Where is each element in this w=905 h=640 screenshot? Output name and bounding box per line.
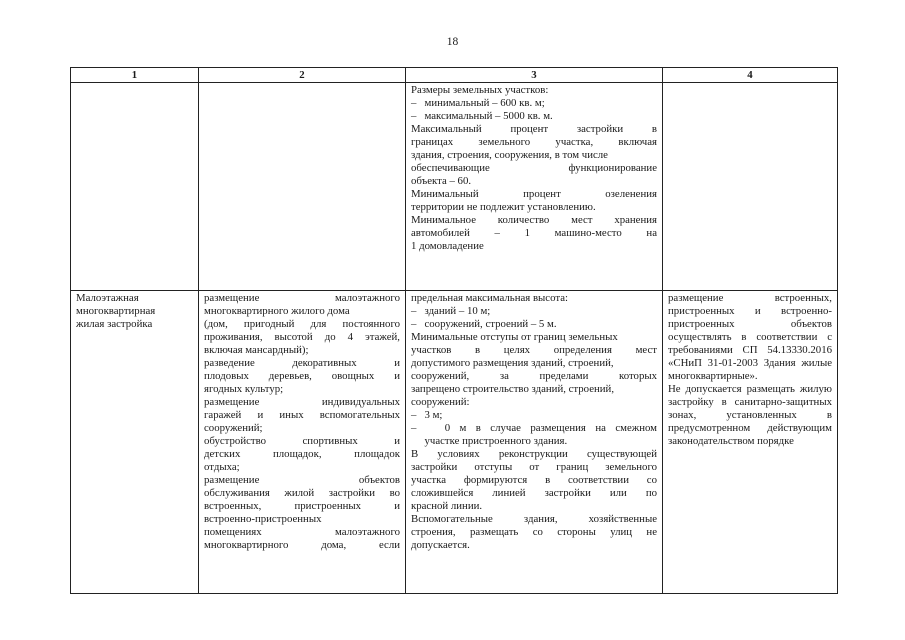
- cell-text-line: сооружений, за пределами которых: [411, 370, 657, 382]
- cell-text-line: сооружений:: [411, 396, 470, 408]
- cell-text-line: Минимальные отступы от границ земельных: [411, 331, 618, 343]
- cell-text-line: детских площадок, площадок: [204, 448, 400, 460]
- cell-text-line: – сооружений, строений – 5 м.: [411, 318, 557, 330]
- cell-text-line: – 3 м;: [411, 409, 443, 421]
- cell-text-line: пристроенных объектов: [668, 318, 832, 330]
- cell-text-line: участка формируются в соответствии со: [411, 474, 657, 486]
- cell-text-line: гаражей и иных вспомогательных: [204, 409, 400, 421]
- page-number: 18: [446, 36, 459, 48]
- cell-text-line: разведение декоративных и: [204, 357, 400, 369]
- cell-text-line: Малоэтажная: [76, 292, 139, 304]
- cell-text-line: пристроенных и встроенно-: [668, 305, 832, 317]
- column-header: 2: [199, 68, 406, 83]
- cell-text-line: допускается.: [411, 539, 470, 551]
- cell-text-line: размещение индивидуальных: [204, 396, 400, 408]
- cell-text-line: жилая застройка: [76, 318, 153, 330]
- cell-text-line: Вспомогательные здания, хозяйственные: [411, 513, 657, 525]
- cell-text-line: ягодных культур;: [204, 383, 284, 395]
- cell-text-line: плодовых деревьев, овощных и: [204, 370, 400, 382]
- cell-text-line: «СНиП 31-01-2003 Здания жилые: [668, 357, 832, 369]
- cell-text-line: – максимальный – 5000 кв. м.: [411, 110, 553, 122]
- cell-text-line: Минимальный процент озеленения: [411, 188, 657, 200]
- cell-text-line: помещениях малоэтажного: [204, 526, 400, 538]
- regulations-table: [70, 67, 838, 594]
- table-cell: [406, 291, 663, 594]
- cell-text-line: участке пристроенного здания.: [411, 435, 568, 447]
- table-cell: [199, 83, 406, 291]
- cell-text-line: 1 домовладение: [411, 240, 484, 252]
- cell-text-line: объекта – 60.: [411, 175, 472, 187]
- table-cell: [663, 291, 838, 594]
- cell-text-line: здания, строения, сооружения, в том числе: [411, 149, 608, 161]
- cell-text-line: многоквартирного дома, если: [204, 539, 400, 551]
- cell-text-line: автомобилей – 1 машино-место на: [411, 227, 657, 239]
- cell-text-line: требованиями СП 54.13330.2016: [668, 344, 832, 356]
- cell-text-line: размещение малоэтажного: [204, 292, 400, 304]
- cell-text-line: – минимальный – 600 кв. м;: [411, 97, 545, 109]
- cell-text-line: многоквартирная: [76, 305, 156, 317]
- cell-text-line: зонах, установленных в: [668, 409, 832, 421]
- cell-text-line: красной линии.: [411, 500, 483, 512]
- column-header: 1: [71, 68, 199, 83]
- table-cell: [663, 83, 838, 291]
- cell-text-line: – зданий – 10 м;: [411, 305, 491, 317]
- column-header: 3: [406, 68, 663, 83]
- cell-text-line: обеспечивающие функционирование: [411, 162, 657, 174]
- cell-text-line: застройки отступы от границ земельного: [411, 461, 657, 473]
- cell-text-line: проживания, высотой до 4 этажей,: [204, 331, 400, 343]
- cell-text-line: участков в целях определения мест: [411, 344, 657, 356]
- table-cell: [71, 291, 199, 594]
- cell-text-line: обслуживания жилой застройки во: [204, 487, 400, 499]
- cell-text-line: отдыха;: [204, 461, 240, 473]
- cell-text-line: (дом, пригодный для постоянного: [204, 318, 400, 330]
- cell-text-line: осуществлять в соответствии с: [668, 331, 832, 343]
- cell-text-line: территории не подлежит установлению.: [411, 201, 596, 213]
- cell-text-line: размещение объектов: [204, 474, 400, 486]
- cell-text-line: предельная максимальная высота:: [411, 292, 568, 304]
- table-row: [71, 83, 838, 291]
- cell-text-line: многоквартирные».: [668, 370, 758, 382]
- cell-text-line: включая мансардный);: [204, 344, 309, 356]
- cell-text-line: В условиях реконструкции существующей: [411, 448, 657, 460]
- table-cell: [406, 83, 663, 291]
- cell-text-line: Минимальное количество мест хранения: [411, 214, 657, 226]
- cell-text-line: границах земельного участка, включая: [411, 136, 657, 148]
- cell-text-line: Не допускается размещать жилую: [668, 383, 832, 395]
- cell-text-line: застройку в санитарно-защитных: [668, 396, 832, 408]
- column-header: 4: [663, 68, 838, 83]
- cell-text-line: обустройство спортивных и: [204, 435, 400, 447]
- table-cell: [199, 291, 406, 594]
- table-header-row: [71, 68, 838, 83]
- cell-text-line: – 0 м в случае размещения на смежном: [411, 422, 657, 434]
- cell-text-line: строения, размещать со стороны улиц не: [411, 526, 657, 538]
- cell-text-line: сложившейся линией застройки или по: [411, 487, 657, 499]
- cell-text-line: сооружений;: [204, 422, 263, 434]
- table-cell: [71, 83, 199, 291]
- cell-text-line: размещение встроенных,: [668, 292, 832, 304]
- cell-text-line: многоквартирного жилого дома: [204, 305, 350, 317]
- cell-text-line: запрещено строительство зданий, строений,: [411, 383, 615, 395]
- cell-text-line: Максимальный процент застройки в: [411, 123, 657, 135]
- cell-text-line: Размеры земельных участков:: [411, 84, 549, 96]
- cell-text-line: встроенно-пристроенных: [204, 513, 322, 525]
- cell-text-line: допустимого размещения зданий, строений,: [411, 357, 614, 369]
- cell-text-line: встроенных, пристроенных и: [204, 500, 400, 512]
- table-row: [71, 291, 838, 594]
- cell-text-line: законодательством порядке: [668, 435, 794, 447]
- cell-text-line: предусмотренном действующим: [668, 422, 832, 434]
